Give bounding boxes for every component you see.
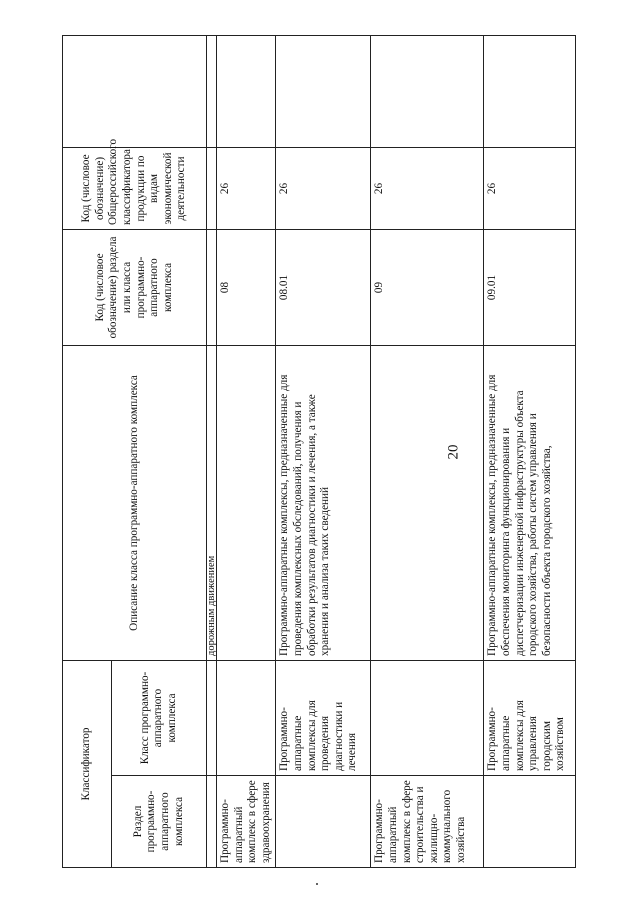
page-number: 20 xyxy=(445,444,462,460)
cell-description: Программно-аппаратные комплексы, предназначенные для обеспечения мониторинга функционирования и диспетчеризации инженерной инфраструктуры объекта городского хозяйства, работы систем управления и безопасности объекта городского хозяйства, xyxy=(484,345,576,660)
cell-class xyxy=(207,660,217,775)
cell-section xyxy=(207,776,217,868)
table-row xyxy=(484,35,576,867)
cell-section xyxy=(276,776,371,868)
header-classifier: Классификатор xyxy=(63,660,112,867)
cell-code: 08 xyxy=(217,229,276,345)
header-code-okved: Код (числовое обозначение) Общероссийского классификатора продукции по видам экономической деятельности xyxy=(63,147,207,229)
table-row xyxy=(276,35,371,867)
cell-section xyxy=(484,776,576,868)
scan-dot xyxy=(316,883,318,885)
cell-section: Программно-аппаратный комплекс в сфере строительства и жилищно-коммунального хозяйства xyxy=(371,776,484,868)
cell-description: дорожным движением xyxy=(207,345,217,660)
cell-class: Программно-аппаратные комплексы для управления городским хозяйством xyxy=(484,660,576,775)
cell-empty xyxy=(217,35,276,147)
header-class: Класс программно-аппаратного комплекса xyxy=(112,660,207,775)
cell-empty xyxy=(207,35,217,147)
cell-description xyxy=(217,345,276,660)
cell-okved: 26 xyxy=(484,147,576,229)
header-row-1 xyxy=(63,35,112,867)
cell-code: 09.01 xyxy=(484,229,576,345)
header-description: Описание класса программно-аппаратного комплекса xyxy=(63,345,207,660)
header-section: Раздел программно-аппаратного комплекса xyxy=(112,776,207,868)
cell-okved xyxy=(207,147,217,229)
cell-code xyxy=(207,229,217,345)
table-row xyxy=(217,35,276,867)
cell-class: Программно-аппаратные комплексы для проведения диагностики и лечения xyxy=(276,660,371,775)
cell-empty xyxy=(276,35,371,147)
cell-class xyxy=(217,660,276,775)
cell-code: 09 xyxy=(371,229,484,345)
cell-okved: 26 xyxy=(217,147,276,229)
cell-okved: 26 xyxy=(276,147,371,229)
header-empty xyxy=(63,35,207,147)
cell-empty xyxy=(484,35,576,147)
table-row xyxy=(371,35,484,867)
cell-description: Программно-аппаратные комплексы, предназначенные для проведения комплексных обследований, получения и обработки результатов диагностики и лечения, а также хранения и анализа таких сведений xyxy=(276,345,371,660)
cell-okved: 26 xyxy=(371,147,484,229)
classifier-table xyxy=(62,35,576,868)
cell-class xyxy=(371,660,484,775)
cell-code: 08.01 xyxy=(276,229,371,345)
cell-description xyxy=(371,345,484,660)
rotated-table-container xyxy=(62,36,618,868)
table-row xyxy=(207,35,217,867)
header-code-section: Код (числовое обозначение) раздела или класса программно-аппаратного комплекса xyxy=(63,229,207,345)
cell-empty xyxy=(371,35,484,147)
cell-section: Программно-аппаратный комплекс в сфере здравоохранения xyxy=(217,776,276,868)
